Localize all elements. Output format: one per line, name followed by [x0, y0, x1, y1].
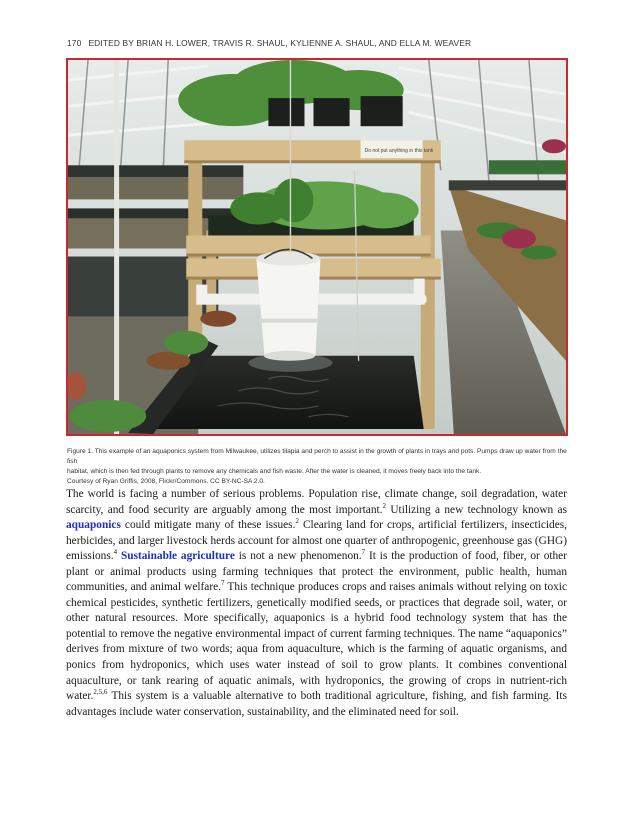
citation-2-5-6: 2,5,6: [93, 688, 108, 697]
sentence-2b: could mitigate many of these issues.: [120, 519, 296, 532]
figure-credit: Courtesy of Ryan Griffis, 2008, Flickr/Commons. CC BY-NC-SA 2.0.: [67, 478, 265, 485]
citation-7a: 7: [361, 548, 366, 557]
citation-4: 4: [113, 548, 118, 557]
running-title: EDITED BY BRIAN H. LOWER, TRAVIS R. SHAUL, KYLIENNE A. SHAUL, AND ELLA M. WEAVER: [88, 38, 472, 48]
caption-line-2: habitat, which is then fed through plants to remove any chemicals and fish waste. After the water is cleaned, it moves freely back into the tank.: [67, 468, 482, 475]
keyword-aquaponics-link[interactable]: aquaponics: [66, 519, 121, 532]
running-header: [67, 38, 567, 48]
sentence-7: This system is a valuable alternative to both traditional agriculture, fishing, and fish farming. Its advantages include water conservation, sustainability, and the eliminated need for soil.: [66, 690, 567, 718]
tank-sign-text: Do not put anything in this tank: [364, 148, 434, 155]
citation-2b: 2: [295, 517, 299, 526]
caption-line-1: Figure 1. This example of an aquaponics system from Milwaukee, utilizes tilapia and perch to assist in the growth of plants in trays and pots. Pumps draw up water from the fish: [67, 448, 567, 465]
citation-2a: 2: [382, 501, 387, 510]
keyword-sustainable-agriculture-link[interactable]: Sustainable agriculture: [120, 550, 235, 563]
sentence-3: Clearing land for crops, artificial fertilizers, insecticides, herbicides, and larger livestock herds account for almost one quarter of anthropogenic, greenhouse gas (GHG) emissions.: [66, 519, 567, 563]
aquaponics-greenhouse-photo: [68, 60, 566, 434]
sentence-5: It is the production of food, fiber, or other plant or animal products using farming techniques that protect the environment, public health, human communities, and animal welfare.: [66, 550, 567, 594]
figure-photo: [66, 58, 568, 436]
sentence-6: This technique produces crops and raises animals without relying on toxic chemical pesticides, synthetic fertilizers, genetically modified seeds, or practices that degrade soil, water, or other natural resources. More specifically, aquaponics is a hybrid food technology system that has the potential to remove the negative environmental impact of current farming techniques. The name “aquaponics” derives from mixture of two words; aqua from aquaculture, which is the farming of aquatic organisms, and ponics from hydroponics, which uses water instead of soil to grow plants. It combines conventional aquaculture, or tank rearing of aquatic animals, with hydroponics, the growing of crops in nutrient-rich water.: [66, 581, 567, 703]
citation-7b: 7: [220, 579, 225, 588]
figure-caption: [67, 447, 567, 487]
page-number: 170: [67, 38, 82, 48]
sentence-2a: Utilizing a new technology known as: [386, 503, 568, 516]
sentence-4b: is not a new phenomenon.: [234, 550, 362, 563]
body-paragraph: [66, 487, 567, 720]
sentence-1: The world is facing a number of serious problems. Population rise, climate change, soil degradation, water scarcity, and food security are arguably among the most important.: [66, 488, 567, 516]
